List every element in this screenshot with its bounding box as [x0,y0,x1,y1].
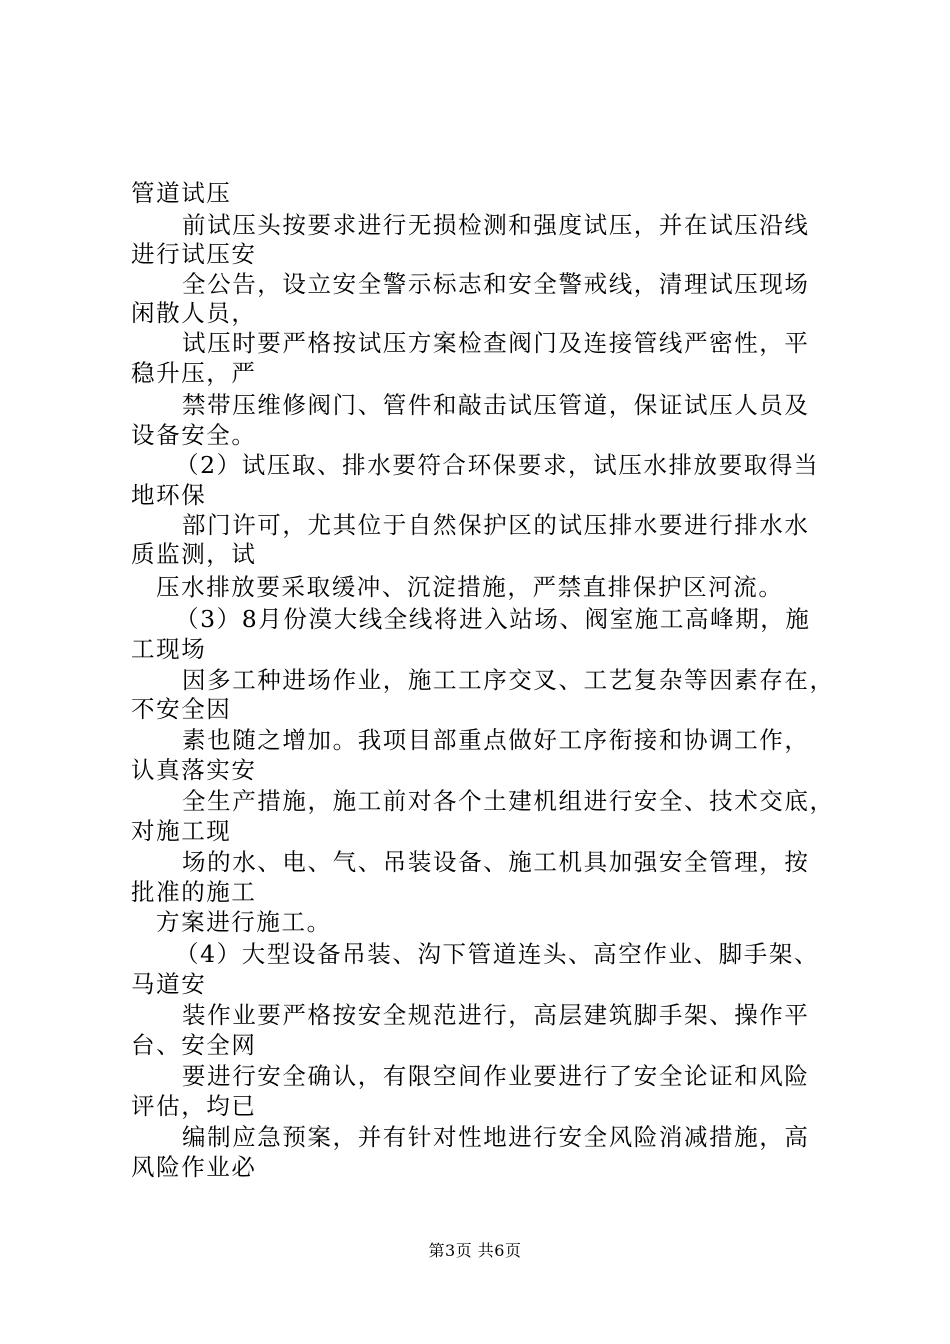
text-line: 质监测，试 [131,540,257,568]
text-line: 试压时要严格按试压方案检查阀门及连接管线严密性，平 [182,329,810,357]
text-line: 对施工现 [131,817,232,845]
text-line: 批准的施工 [131,878,257,906]
text-line: （4）大型设备吊装、沟下管道连头、高空作业、脚手架、 [175,940,820,968]
text-line: 全生产措施，施工前对各个土建机组进行安全、技术交底， [182,787,835,815]
text-line: 全公告，设立安全警示标志和安全警戒线，清理试压现场 [182,270,810,298]
text-line: 闲散人员， [131,299,257,327]
text-line: （2）试压取、排水要符合环保要求，试压水排放要取得当 [175,451,820,479]
text-line: 禁带压维修阀门、管件和敲击试压管道，保证试压人员及 [182,391,810,419]
text-line: 不安全因 [131,695,232,723]
text-line: 素也随之增加。我项目部重点做好工序衔接和协调工作， [182,726,810,754]
text-line: 部门许可，尤其位于自然保护区的试压排水要进行排水水 [182,511,810,539]
text-line: 稳升压，严 [131,359,257,387]
text-line: 评估，均已 [131,1092,257,1120]
text-line: 台、安全网 [131,1031,257,1059]
text-line: 要进行安全确认，有限空间作业要进行了安全论证和风险 [182,1062,810,1090]
text-line: 工现场 [131,635,207,663]
text-line: 场的水、电、气、吊装设备、施工机具加强安全管理，按 [182,848,810,876]
text-line: 设备安全。 [131,421,257,449]
text-line: 马道安 [131,970,207,998]
text-line: 认真落实安 [131,756,257,784]
text-line: 方案进行施工。 [156,908,332,936]
text-line: 地环保 [131,481,207,509]
text-line: 前试压头按要求进行无损检测和强度试压，并在试压沿线 [182,211,810,239]
text-line: 风险作业必 [131,1153,257,1181]
text-line: 管道试压 [131,179,232,207]
text-line: 进行试压安 [131,240,257,268]
text-line: 装作业要严格按安全规范进行，高层建筑脚手架、操作平 [182,1001,810,1029]
text-line: 因多工种进场作业，施工工序交叉、工艺复杂等因素存在， [182,666,835,694]
text-line: （3）8月份漠大线全线将进入站场、阀室施工高峰期，施 [175,605,811,633]
text-line: 编制应急预案，并有针对性地进行安全风险消减措施，高 [182,1123,810,1151]
page-footer: 第3页 共6页 [428,1241,522,1260]
text-line: 压水排放要采取缓冲、沉淀措施，严禁直排保护区河流。 [156,573,784,601]
